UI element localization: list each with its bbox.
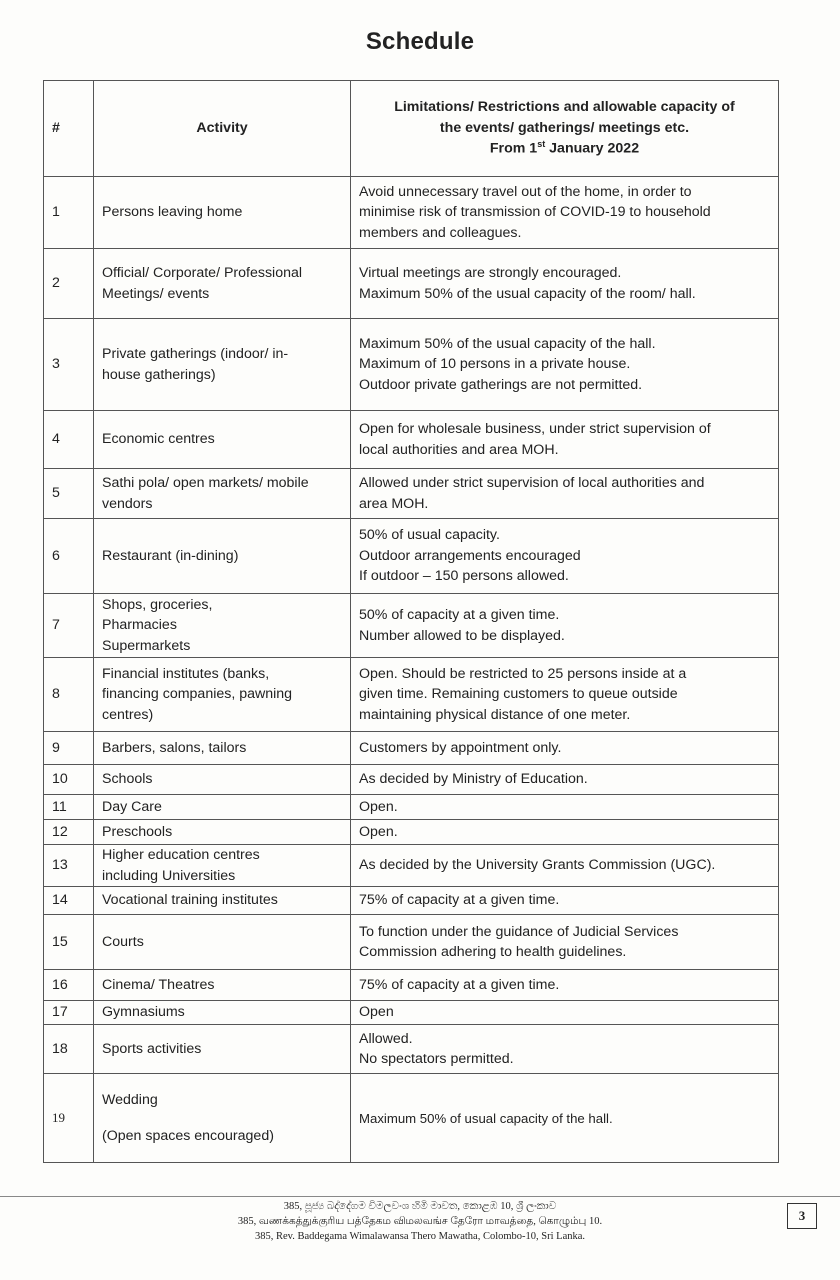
table-row xyxy=(44,519,779,594)
limits-line: Open. xyxy=(359,823,398,840)
address-line-tamil: 385, வணக்கத்துக்குரிய பத்தேகம விமலவங்ச தேரோ மாவத்தை, கொழும்பு 10. xyxy=(237,1216,603,1227)
limits-cell xyxy=(351,177,779,249)
table-row xyxy=(44,1001,779,1025)
activity-cell xyxy=(94,915,351,970)
limits-cell xyxy=(351,319,779,411)
limits-line: Commission adhering to health guidelines. xyxy=(359,944,627,961)
activity-line: Gymnasiums xyxy=(102,1004,185,1021)
limits-line: Number allowed to be displayed. xyxy=(359,627,565,644)
limits-line: Open. xyxy=(359,798,398,815)
activity-line: Barbers, salons, tailors xyxy=(102,739,247,756)
row-number: 17 xyxy=(44,1001,94,1025)
row-number: 4 xyxy=(44,411,94,469)
activity-line: Shops, groceries, xyxy=(102,596,213,613)
limits-cell xyxy=(351,519,779,594)
activity-cell xyxy=(94,658,351,732)
limits-line: Virtual meetings are strongly encouraged. xyxy=(359,264,622,281)
row-number: 5 xyxy=(44,469,94,519)
limits-line: As decided by Ministry of Education. xyxy=(359,771,588,788)
row-number: 11 xyxy=(44,795,94,820)
table-row xyxy=(44,319,779,411)
activity-line: Higher education centres xyxy=(102,847,260,863)
activity-line: (Open spaces encouraged) xyxy=(102,1128,274,1145)
activity-line: Sports activities xyxy=(102,1040,202,1057)
activity-cell xyxy=(94,970,351,1001)
limits-cell xyxy=(351,411,779,469)
limits-line: members and colleagues. xyxy=(359,224,522,241)
row-number: 14 xyxy=(44,887,94,915)
table-row xyxy=(44,594,779,658)
activity-cell xyxy=(94,1001,351,1025)
activity-cell xyxy=(94,887,351,915)
table-row xyxy=(44,1025,779,1074)
limits-line: Open for wholesale business, under strict supervision of xyxy=(359,420,711,437)
limits-line: Avoid unnecessary travel out of the home, in order to xyxy=(359,183,692,200)
limits-cell xyxy=(351,795,779,820)
activity-cell xyxy=(94,1025,351,1074)
page-number: 3 xyxy=(787,1203,817,1229)
activity-cell xyxy=(94,469,351,519)
limits-line: As decided by the University Grants Commission (UGC). xyxy=(359,857,716,874)
row-number: 15 xyxy=(44,915,94,970)
limits-cell xyxy=(351,765,779,795)
limits-cell xyxy=(351,887,779,915)
limits-line: Outdoor private gatherings are not permitted. xyxy=(359,376,643,393)
column-header-number: # xyxy=(44,81,94,177)
activity-line: Wedding xyxy=(102,1091,158,1108)
limits-cell xyxy=(351,594,779,658)
activity-line: Pharmacies xyxy=(102,617,177,634)
activity-cell xyxy=(94,249,351,319)
table-row xyxy=(44,411,779,469)
table-row xyxy=(44,887,779,915)
row-number: 16 xyxy=(44,970,94,1001)
limits-line: Allowed under strict supervision of local authorities and xyxy=(359,474,705,491)
limits-line: area MOH. xyxy=(359,495,429,512)
row-number: 7 xyxy=(44,594,94,658)
activity-cell xyxy=(94,1074,351,1163)
row-number: 13 xyxy=(44,845,94,887)
activity-cell xyxy=(94,820,351,845)
table-row xyxy=(44,732,779,765)
footer-address xyxy=(0,1199,840,1244)
activity-line: financing companies, pawning xyxy=(102,686,293,703)
limits-line: 50% of usual capacity. xyxy=(359,527,500,544)
activity-cell xyxy=(94,795,351,820)
activity-line: Schools xyxy=(102,771,153,788)
table-row xyxy=(44,970,779,1001)
table-row xyxy=(44,177,779,249)
activity-cell xyxy=(94,845,351,887)
limits-cell xyxy=(351,1025,779,1074)
activity-line: Meetings/ events xyxy=(102,285,210,302)
limits-cell xyxy=(351,469,779,519)
activity-cell xyxy=(94,319,351,411)
table-row xyxy=(44,469,779,519)
table-row xyxy=(44,845,779,887)
header-line: From 1st January 2022 xyxy=(489,139,640,158)
table-row xyxy=(44,915,779,970)
row-number: 10 xyxy=(44,765,94,795)
activity-cell xyxy=(94,732,351,765)
limits-line: Allowed. xyxy=(359,1030,413,1047)
row-number: 1 xyxy=(44,177,94,249)
limits-cell xyxy=(351,249,779,319)
limits-cell xyxy=(351,1001,779,1025)
limits-cell xyxy=(351,820,779,845)
activity-line: Sathi pola/ open markets/ mobile xyxy=(102,474,309,491)
row-number: 12 xyxy=(44,820,94,845)
activity-line: Preschools xyxy=(102,823,173,840)
limits-line: Maximum of 10 persons in a private house. xyxy=(359,356,631,373)
activity-line: Economic centres xyxy=(102,431,215,448)
row-number: 19 xyxy=(44,1074,94,1163)
limits-line: maintaining physical distance of one meter. xyxy=(359,706,631,723)
limits-line: Maximum 50% of the usual capacity of the room/ hall. xyxy=(359,285,696,302)
row-number: 3 xyxy=(44,319,94,411)
table-row xyxy=(44,658,779,732)
activity-line: vendors xyxy=(102,495,153,512)
activity-cell xyxy=(94,177,351,249)
limits-line: Maximum 50% of the usual capacity of the hall. xyxy=(359,335,656,352)
limits-line: 75% of capacity at a given time. xyxy=(359,892,560,909)
address-line-sinhala: 385, පූජ්‍ය බද්දේගම විමලවංශ හිමි මාවත, කොළඹ 10, ශ්‍රී ලංකාව xyxy=(283,1201,557,1212)
limits-cell xyxy=(351,658,779,732)
activity-line: Vocational training institutes xyxy=(102,892,278,909)
limits-cell xyxy=(351,970,779,1001)
column-header-limitations xyxy=(351,81,779,177)
limits-line: local authorities and area MOH. xyxy=(359,441,559,458)
activity-line: Official/ Corporate/ Professional xyxy=(102,264,303,281)
activity-line: Persons leaving home xyxy=(102,204,243,221)
table-header-row xyxy=(44,81,779,177)
limits-line: 50% of capacity at a given time. xyxy=(359,606,560,623)
activity-line: Day Care xyxy=(102,798,162,815)
row-number: 8 xyxy=(44,658,94,732)
limits-line: 75% of capacity at a given time. xyxy=(359,976,560,993)
row-number: 2 xyxy=(44,249,94,319)
limits-line: Maximum 50% of usual capacity of the hall. xyxy=(359,1110,613,1126)
activity-cell xyxy=(94,765,351,795)
header-line: Limitations/ Restrictions and allowable capacity of xyxy=(394,99,735,116)
activity-line: Courts xyxy=(102,933,144,950)
table-row xyxy=(44,795,779,820)
limits-cell xyxy=(351,1074,779,1163)
header-line: the events/ gatherings/ meetings etc. xyxy=(439,119,690,136)
schedule-table xyxy=(43,80,779,1163)
limits-line: If outdoor – 150 persons allowed. xyxy=(359,568,569,585)
limits-line: To function under the guidance of Judicial Services xyxy=(359,923,679,940)
table-row xyxy=(44,249,779,319)
activity-line: centres) xyxy=(102,706,154,723)
table-row xyxy=(44,820,779,845)
footer-divider xyxy=(0,1196,840,1197)
limits-cell xyxy=(351,845,779,887)
limits-line: Open. Should be restricted to 25 persons inside at a xyxy=(359,665,687,682)
row-number: 6 xyxy=(44,519,94,594)
activity-line: including Universities xyxy=(102,867,236,884)
activity-line: house gatherings) xyxy=(102,366,216,383)
address-line-english: 385, Rev. Baddegama Wimalawansa Thero Mawatha, Colombo-10, Sri Lanka. xyxy=(254,1231,586,1242)
limits-line: No spectators permitted. xyxy=(359,1051,514,1068)
activity-line: Financial institutes (banks, xyxy=(102,665,270,682)
table-row xyxy=(44,765,779,795)
page-title: Schedule xyxy=(365,28,475,55)
limits-cell xyxy=(351,915,779,970)
activity-cell xyxy=(94,519,351,594)
limits-cell xyxy=(351,732,779,765)
limits-line: given time. Remaining customers to queue outside xyxy=(359,686,678,703)
activity-line: Private gatherings (indoor/ in- xyxy=(102,345,289,362)
limits-line: Open xyxy=(359,1004,394,1021)
activity-line: Cinema/ Theatres xyxy=(102,976,215,993)
column-header-activity: Activity xyxy=(94,81,351,177)
table-row xyxy=(44,1074,779,1163)
activity-line: Restaurant (in-dining) xyxy=(102,547,239,564)
activity-line: Supermarkets xyxy=(102,637,191,654)
limits-line: minimise risk of transmission of COVID-19 to household xyxy=(359,204,711,221)
row-number: 18 xyxy=(44,1025,94,1074)
row-number: 9 xyxy=(44,732,94,765)
limits-line: Outdoor arrangements encouraged xyxy=(359,547,581,564)
activity-cell xyxy=(94,594,351,658)
limits-line: Customers by appointment only. xyxy=(359,739,562,756)
line-gap xyxy=(102,1110,342,1126)
activity-cell xyxy=(94,411,351,469)
